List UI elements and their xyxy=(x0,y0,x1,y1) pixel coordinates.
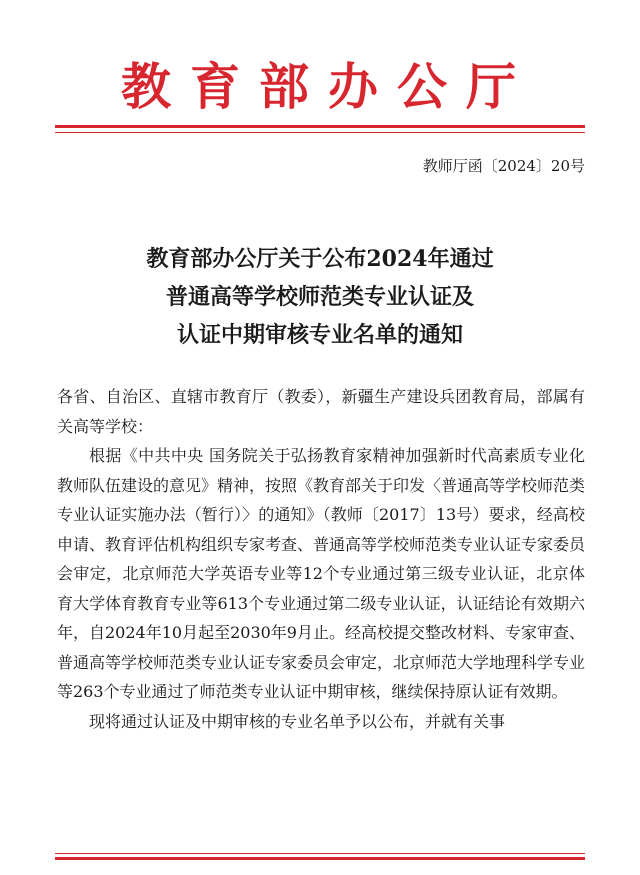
document-body xyxy=(57,382,585,736)
salutation: 各省、自治区、直辖市教育厅（教委），新疆生产建设兵团教育局，部属有关高等学校： xyxy=(57,387,585,436)
header-red-rule-thick xyxy=(55,125,585,128)
body-paragraph-2: 现将通过认证及中期审核的专业名单予以公布，并就有关事 xyxy=(89,711,506,731)
title-line-3: 认证中期审核专业名单的通知 xyxy=(176,322,463,348)
document-number: 教师厅函〔2024〕20号 xyxy=(422,157,585,175)
footer-red-rule-thick xyxy=(55,857,585,860)
body-paragraph-1: 根据《中共中央 国务院关于弘扬教育家精神加强新时代高素质专业化教师队伍建设的意见》精神，按照《教育部关于印发〈普通高等学校师范类专业认证实施办法（暂行）〉的通知》（教师〔2017〕13号）要求，经高校申请、教育评估机构组织专家考查、普通高等学校师范类专业认证专家委员会审定，北京师范大学英语专业等12个专业通过第三级专业认证，北京体育大学体育教育专业等613个专业通过第二级专业认证，认证结论有效期六年，自2024年10月起至2030年9月止。经高校提交整改材料、专家审查、普通高等学校师范类专业认证专家委员会审定，北京师范大学地理科学专业等263个专业通过了师范类专业认证中期审核，继续保持原认证有效期。 xyxy=(57,446,586,701)
issuing-office-title: 教育部办公厅 xyxy=(121,57,535,116)
title-line-1: 教育部办公厅关于公布2024年通过 xyxy=(146,246,494,272)
document-title xyxy=(0,240,640,354)
footer-red-rule-thin xyxy=(55,853,585,854)
title-line-2: 普通高等学校师范类专业认证及 xyxy=(165,284,474,310)
header-red-rule-thin xyxy=(55,132,585,133)
